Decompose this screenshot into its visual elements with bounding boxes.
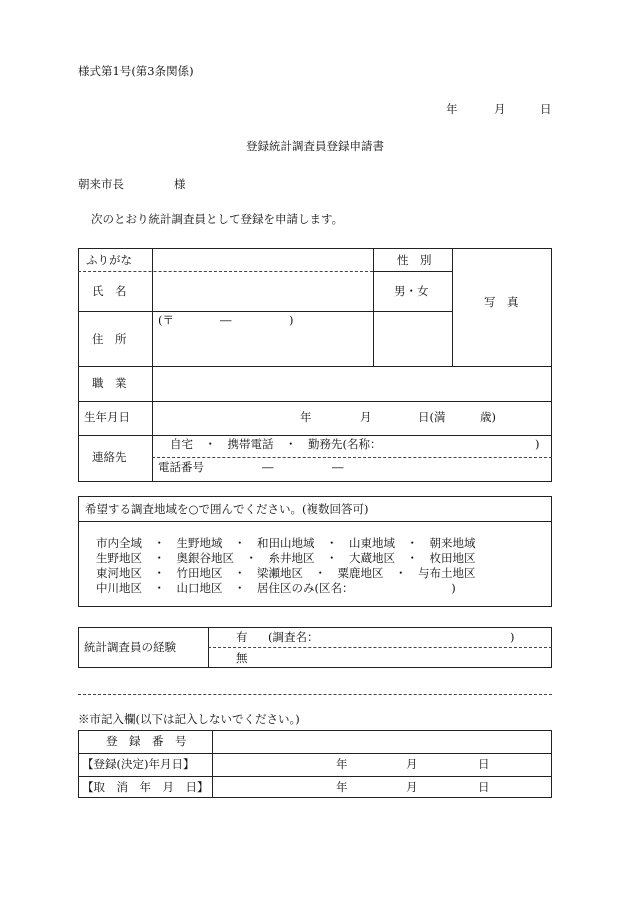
photo-label: 写 真 [484,295,519,309]
name-label: 氏 名 [92,284,127,298]
registration-day: 日 [478,757,490,771]
survey-area-row: 生野地区 ・ 奥銀谷地区 ・ 糸井地区 ・ 大蔵地区 ・ 枚田地区 [96,551,476,565]
birth-label: 生年月日 [84,410,130,424]
contact-close: ) [535,437,540,451]
addressee-name: 朝来市長 [78,177,124,191]
experience-no: 無 [236,651,248,665]
birth-day-age: 日(満 [418,410,446,424]
intro-text: 次のとおり統計調査員として登録を申請します。 [91,212,344,226]
registration-number-label: 登 録 番 号 [106,734,187,748]
phone-label: 電話番号 [158,460,204,474]
experience-label: 統計調査員の経験 [84,640,176,654]
cancel-day: 日 [478,780,490,794]
date-year: 年 [446,102,458,116]
survey-area-instruction: 希望する調査地域を○で囲んでください。(複数回答可) [85,502,369,516]
registration-year: 年 [336,757,348,771]
gender-label: 性 別 [397,253,432,267]
age-unit: 歳) [480,410,496,424]
cancel-year: 年 [336,780,348,794]
cut-line [78,694,552,695]
survey-area-row: 東河地区 ・ 竹田地区 ・ 梁瀬地区 ・ 粟鹿地区 ・ 与布土地区 [96,566,476,580]
date-month: 月 [494,102,506,116]
cancel-date-label: 【取 消 年 月 日】 [82,780,209,794]
office-use-heading: ※市記入欄(以下は記入しないでください。) [78,712,300,726]
birth-month: 月 [360,410,372,424]
form-number: 様式第1号(第3条関係) [78,64,194,78]
gender-options: 男・女 [394,284,429,298]
registration-month: 月 [406,757,418,771]
experience-yes: 有 [236,630,248,644]
form-title: 登録統計調査員登録申請書 [246,139,384,153]
postal-code: (〒 ― ) [158,313,294,327]
survey-area-row: 中川地区 ・ 山口地区 ・ 居住区のみ(区名： ) [96,581,456,595]
phone-sep-1: ― [262,460,274,474]
occupation-label: 職 業 [92,376,127,390]
address-label: 住 所 [92,332,127,346]
registration-date-label: 【登録(決定)年月日】 [82,757,195,771]
contact-label: 連絡先 [92,450,127,464]
birth-year: 年 [300,410,312,424]
addressee-honorific: 様 [174,177,186,191]
furigana-label: ふりがな [86,253,132,267]
cancel-month: 月 [406,780,418,794]
phone-sep-2: ― [332,460,344,474]
experience-survey-name: (調査名： [268,630,319,644]
date-day: 日 [540,102,552,116]
survey-area-row: 市内全域 ・ 生野地域 ・ 和田山地域 ・ 山東地域 ・ 朝来地域 [96,536,476,550]
contact-options: 自宅 ・ 携帯電話 ・ 勤務先(名称： [170,437,382,451]
experience-close: ) [510,630,515,644]
